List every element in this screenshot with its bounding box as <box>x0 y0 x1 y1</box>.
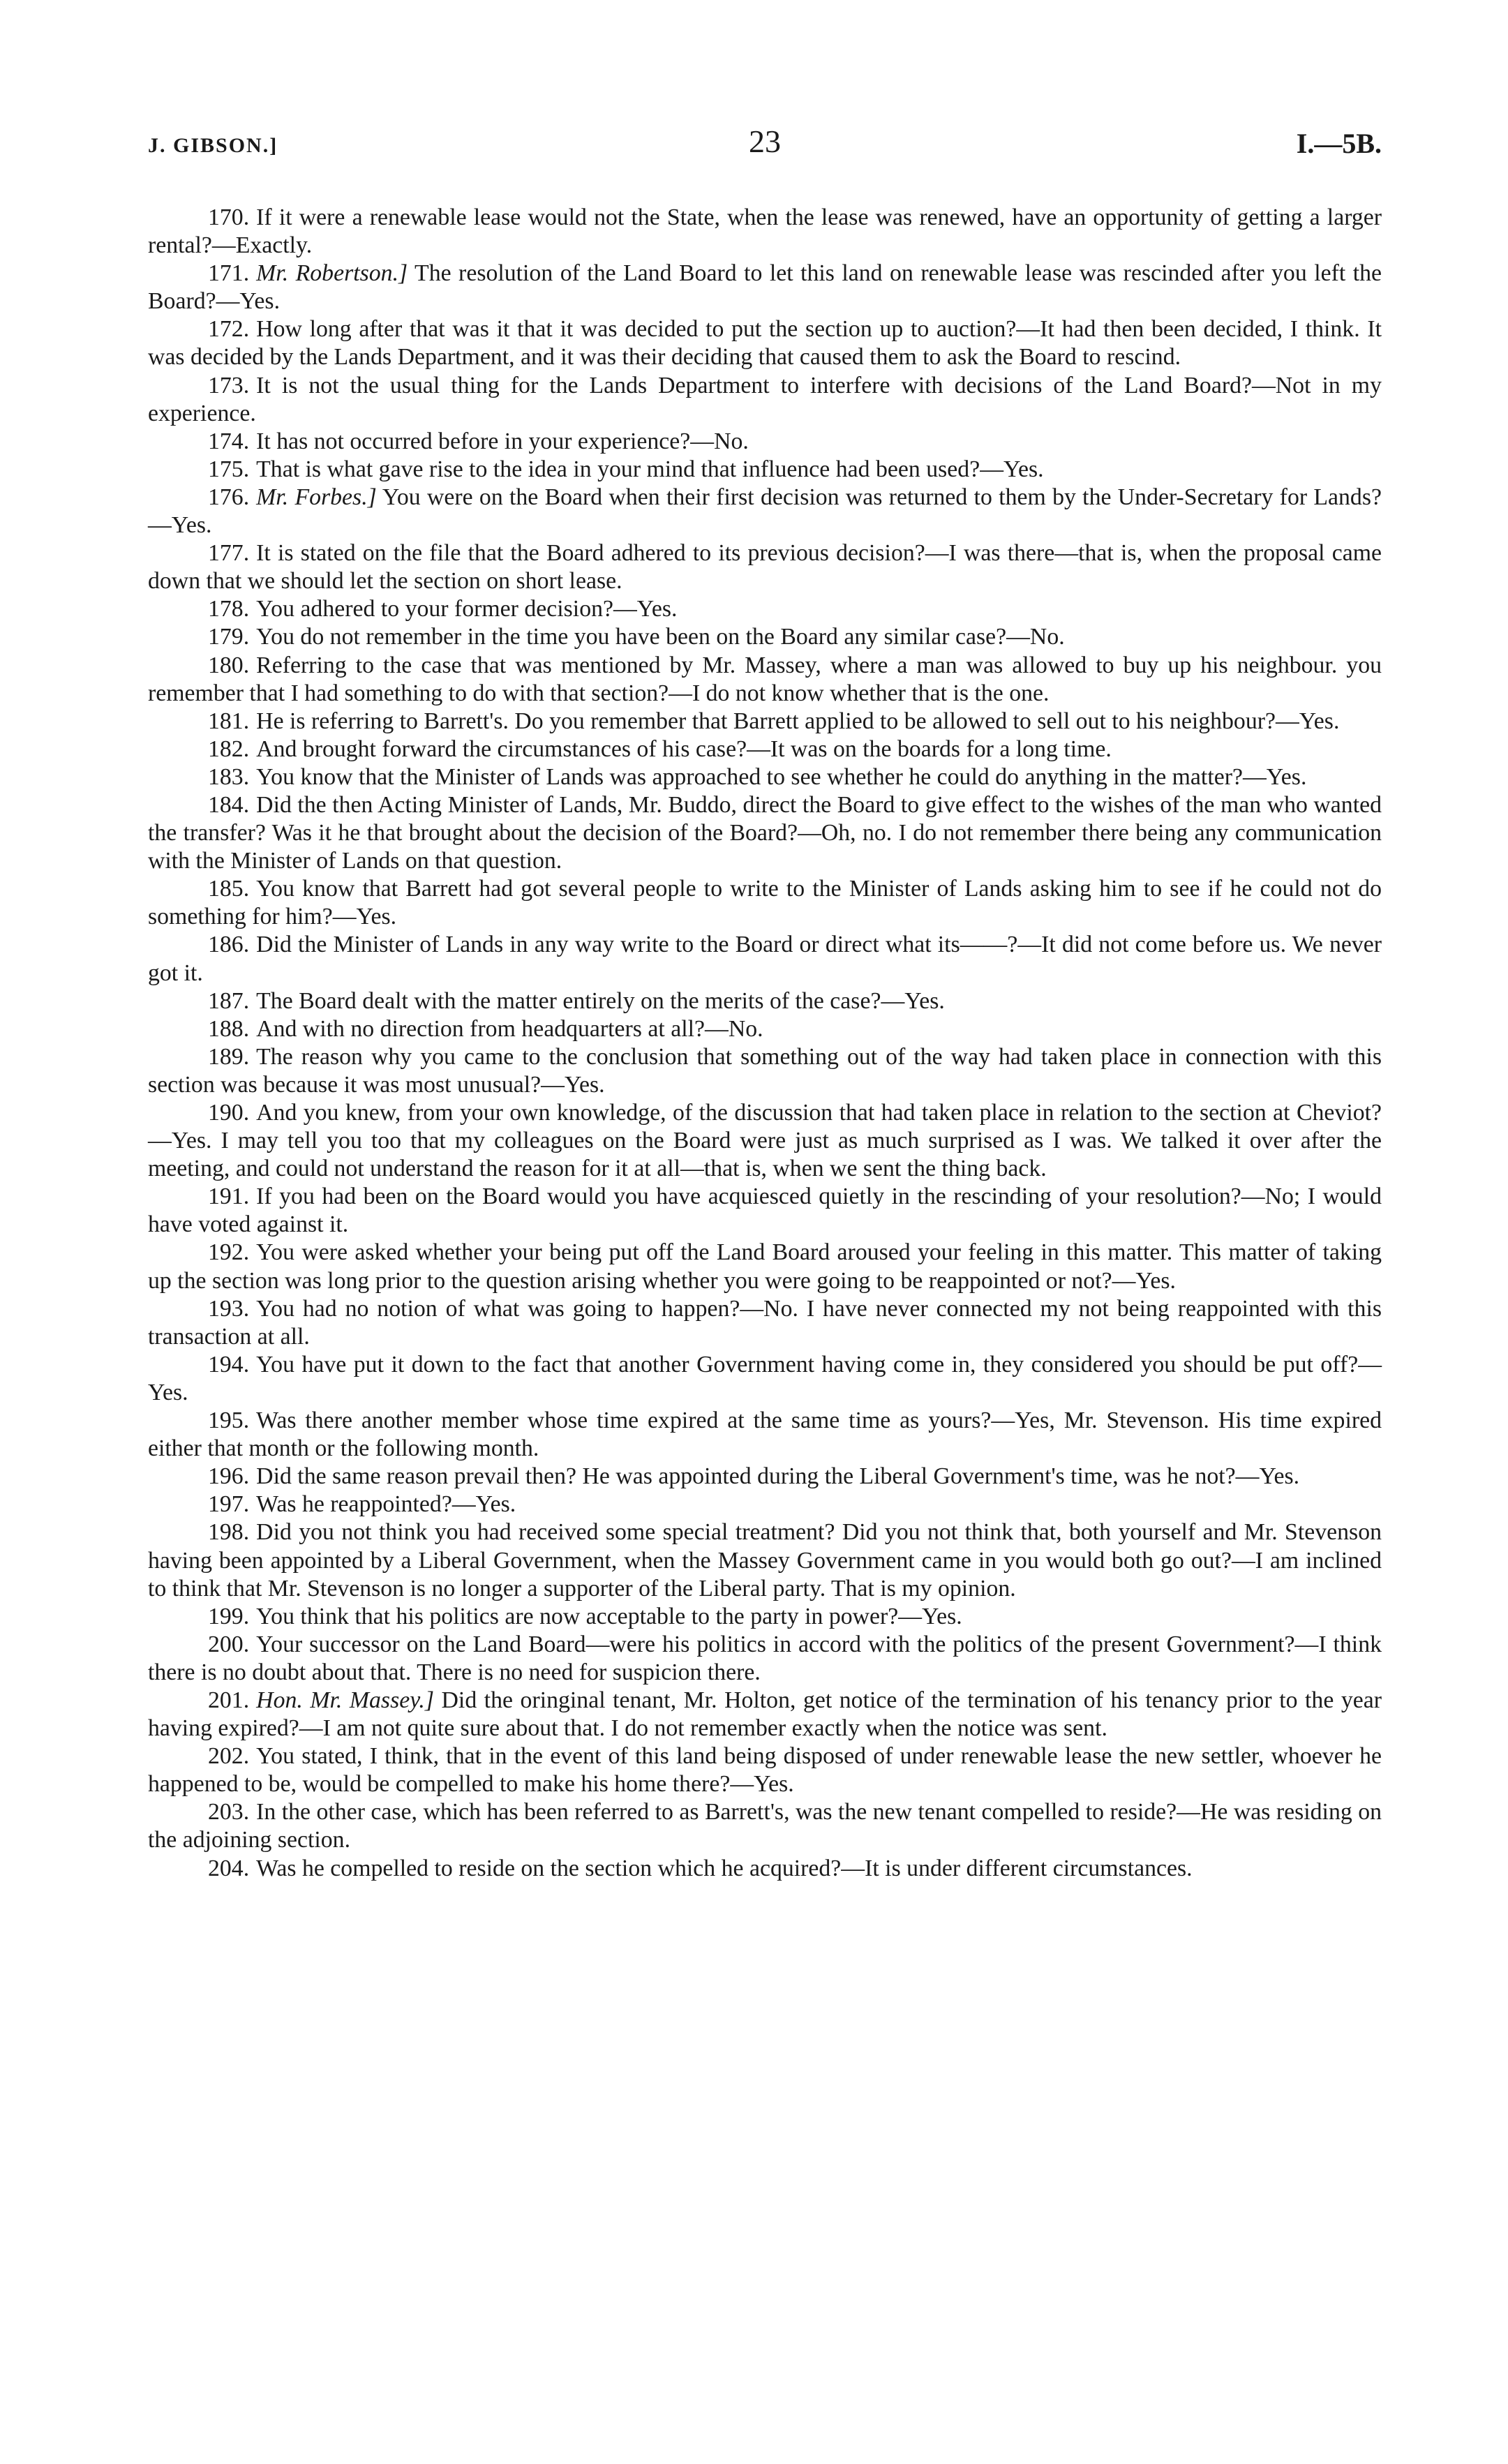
question-answer-text: You think that his politics are now acceptable to the party in power?—Yes. <box>256 1603 962 1629</box>
question-answer-text: It is stated on the file that the Board adhered to its previous decision?—I was there—that is, when the proposal came down that we should let the section on short lease. <box>148 540 1382 595</box>
question-answer-text: You stated, I think, that in the event of this land being disposed of under renewable lease the new settler, whoever he happened to be, would be compelled to make his home there?—Yes. <box>148 1743 1382 1798</box>
question-paragraph <box>148 1855 1382 1883</box>
question-answer-text: Was he reappointed?—Yes. <box>256 1491 516 1518</box>
question-paragraph <box>148 539 1382 595</box>
question-paragraph <box>148 1407 1382 1463</box>
question-answer-text: You were on the Board when their first decision was returned to them by the Under-Secretary for Lands?—Yes. <box>148 484 1382 539</box>
question-paragraph <box>148 456 1382 484</box>
question-answer-text: You have put it down to the fact that another Government having come in, they considered you should be put off?—Yes. <box>148 1351 1382 1405</box>
question-number: 181. <box>208 708 250 734</box>
question-answer-text: And you knew, from your own knowledge, of the discussion that had taken place in relation to the section at Cheviot?—Yes. I may tell you too that my colleagues on the Board were just as much surprised as I was. We talked it over after the meeting, and could not understand the reason for it at all—that is, when we sent the thing back. <box>148 1100 1382 1182</box>
document-page <box>148 119 1382 1883</box>
question-paragraph <box>148 1603 1382 1631</box>
question-answer-text: It has not occurred before in your experience?—No. <box>256 428 749 454</box>
question-number: 196. <box>208 1463 250 1490</box>
question-answer-text: Did the then Acting Minister of Lands, Mr. Buddo, direct the Board to give effect to the wishes of the man who wanted the transfer? Was it he that brought about the decision of the Board?—Oh, no. I do not remember there being any communication with the Minister of Lands on that question. <box>148 791 1382 874</box>
question-number: 179. <box>208 624 250 650</box>
header-page-number: 23 <box>749 124 781 159</box>
question-number: 180. <box>208 652 250 678</box>
question-answer-text: If you had been on the Board would you have acquiesced quietly in the rescinding of your resolution?—No; I would have voted against it. <box>148 1184 1382 1238</box>
speaker-name: Mr. Robertson.] <box>256 260 408 287</box>
question-paragraph <box>148 1463 1382 1491</box>
question-number: 198. <box>208 1519 250 1546</box>
question-paragraph <box>148 623 1382 651</box>
question-number: 172. <box>208 316 250 343</box>
question-answer-text: You adhered to your former decision?—Yes. <box>256 596 678 622</box>
question-number: 192. <box>208 1239 250 1266</box>
question-number: 183. <box>208 763 250 790</box>
question-number: 174. <box>208 428 250 454</box>
question-answer-text: Did you not think you had received some special treatment? Did you not think that, both yourself and Mr. Stevenson having been appointed by a Liberal Government, when the Massey Government came in you would both go out?—I am inclined to think that Mr. Stevenson is no longer a supporter of the Liberal party. That is my opinion. <box>148 1519 1382 1601</box>
question-paragraph <box>148 315 1382 371</box>
speaker-name: Mr. Forbes.] <box>256 484 377 510</box>
question-answer-text: Was he compelled to reside on the section which he acquired?—It is under different circumstances. <box>256 1855 1193 1881</box>
question-paragraph <box>148 204 1382 260</box>
question-answer-text: You were asked whether your being put off the Land Board aroused your feeling in this matter. This matter of taking up the section was long prior to the question arising whether you were going to be reappointed or not?—Yes. <box>148 1239 1382 1294</box>
question-number: 182. <box>208 736 250 762</box>
question-answer-text: You do not remember in the time you have been on the Board any similar case?—No. <box>256 624 1065 650</box>
question-paragraph <box>148 1687 1382 1742</box>
question-paragraph <box>148 260 1382 315</box>
question-answer-text: The resolution of the Land Board to let this land on renewable lease was rescinded after you left the Board?—Yes. <box>148 260 1382 315</box>
question-paragraph <box>148 736 1382 763</box>
question-answer-text: In the other case, which has been referred to as Barrett's, was the new tenant compelled to reside?—He was residing on the adjoining section. <box>148 1799 1382 1853</box>
question-number: 170. <box>208 204 250 230</box>
question-paragraph <box>148 1183 1382 1239</box>
question-paragraph <box>148 1798 1382 1854</box>
question-paragraph <box>148 1099 1382 1183</box>
question-number: 194. <box>208 1351 250 1377</box>
question-number: 202. <box>208 1743 250 1770</box>
page-header <box>148 119 1382 181</box>
question-paragraph <box>148 875 1382 931</box>
question-paragraph <box>148 484 1382 539</box>
question-answer-text: Did the Minister of Lands in any way write to the Board or direct what its——?—It did not come before us. We never got it. <box>148 932 1382 986</box>
question-answer-text: If it were a renewable lease would not the State, when the lease was renewed, have an opportunity of getting a larger rental?—Exactly. <box>148 204 1382 259</box>
question-paragraph <box>148 1351 1382 1407</box>
question-number: 178. <box>208 596 250 622</box>
question-answer-text: You know that Barrett had got several people to write to the Minister of Lands asking him to see if he could not do something for him?—Yes. <box>148 876 1382 930</box>
question-number: 199. <box>208 1603 250 1629</box>
question-paragraph <box>148 652 1382 708</box>
question-paragraph <box>148 372 1382 428</box>
question-number: 204. <box>208 1855 250 1881</box>
question-number: 176. <box>208 484 250 510</box>
question-paragraph <box>148 428 1382 456</box>
question-paragraph <box>148 987 1382 1015</box>
question-paragraph <box>148 1239 1382 1294</box>
question-number: 191. <box>208 1184 250 1210</box>
question-answer-text: The reason why you came to the conclusion that something out of the way had taken place in connection with this section was because it was most unusual?—Yes. <box>148 1043 1382 1098</box>
question-paragraph <box>148 1295 1382 1351</box>
question-paragraph <box>148 708 1382 736</box>
question-paragraph <box>148 791 1382 875</box>
header-paper-reference: I.—5B. <box>1296 128 1382 159</box>
question-number: 184. <box>208 791 250 818</box>
question-answer-text: How long after that was it that it was decided to put the section up to auction?—It had then been decided, I think. It was decided by the Lands Department, and it was their deciding that caused them to ask the Board to rescind. <box>148 316 1382 371</box>
question-number: 195. <box>208 1408 250 1434</box>
question-number: 200. <box>208 1631 250 1657</box>
question-answer-text: You know that the Minister of Lands was approached to see whether he could do anything in the matter?—Yes. <box>256 763 1307 790</box>
question-answer-text: He is referring to Barrett's. Do you remember that Barrett applied to be allowed to sell out to his neighbour?—Yes. <box>256 708 1340 734</box>
question-number: 177. <box>208 540 250 567</box>
question-paragraph <box>148 1631 1382 1687</box>
question-number: 175. <box>208 456 250 482</box>
question-answer-text: That is what gave rise to the idea in your mind that influence had been used?—Yes. <box>256 456 1044 482</box>
question-number: 190. <box>208 1100 250 1126</box>
question-number: 187. <box>208 987 250 1014</box>
question-paragraph <box>148 1518 1382 1602</box>
question-paragraph <box>148 595 1382 623</box>
question-number: 197. <box>208 1491 250 1518</box>
question-answer-text: You had no notion of what was going to happen?—No. I have never connected my not being reappointed with this transaction at all. <box>148 1295 1382 1350</box>
question-number: 186. <box>208 932 250 958</box>
question-answer-text: Did the same reason prevail then? He was appointed during the Liberal Government's time, was he not?—Yes. <box>256 1463 1300 1490</box>
header-witness-name: J. GIBSON.] <box>148 134 278 157</box>
question-answer-text: Did the oringinal tenant, Mr. Holton, get notice of the termination of his tenancy prior to the year having expired?—I am not quite sure about that. I do not remember exactly when the notice was sent. <box>148 1687 1382 1742</box>
question-number: 201. <box>208 1687 250 1713</box>
evidence-text <box>148 204 1382 1883</box>
question-paragraph <box>148 1015 1382 1043</box>
question-paragraph <box>148 931 1382 987</box>
question-paragraph <box>148 1491 1382 1518</box>
speaker-name: Hon. Mr. Massey.] <box>256 1687 434 1713</box>
question-paragraph <box>148 1043 1382 1099</box>
question-number: 189. <box>208 1043 250 1070</box>
question-number: 185. <box>208 876 250 902</box>
question-number: 173. <box>208 372 250 398</box>
question-answer-text: Was there another member whose time expired at the same time as yours?—Yes, Mr. Stevenson. His time expired either that month or the following month. <box>148 1408 1382 1462</box>
question-number: 193. <box>208 1295 250 1322</box>
question-number: 203. <box>208 1799 250 1825</box>
question-paragraph <box>148 1742 1382 1798</box>
question-answer-text: Referring to the case that was mentioned by Mr. Massey, where a man was allowed to buy up his neighbour. you remember that I had something to do with that section?—I do not know whether that is the one. <box>148 652 1382 706</box>
question-answer-text: It is not the usual thing for the Lands Department to interfere with decisions of the Land Board?—Not in my experience. <box>148 372 1382 426</box>
question-number: 188. <box>208 1015 250 1042</box>
question-answer-text: And brought forward the circumstances of his case?—It was on the boards for a long time. <box>256 736 1112 762</box>
question-number: 171. <box>208 260 250 287</box>
question-paragraph <box>148 763 1382 791</box>
question-answer-text: The Board dealt with the matter entirely on the merits of the case?—Yes. <box>256 987 945 1014</box>
question-answer-text: Your successor on the Land Board—were his politics in accord with the politics of the present Government?—I think there is no doubt about that. There is no need for suspicion there. <box>148 1631 1382 1685</box>
question-answer-text: And with no direction from headquarters at all?—No. <box>256 1015 763 1042</box>
